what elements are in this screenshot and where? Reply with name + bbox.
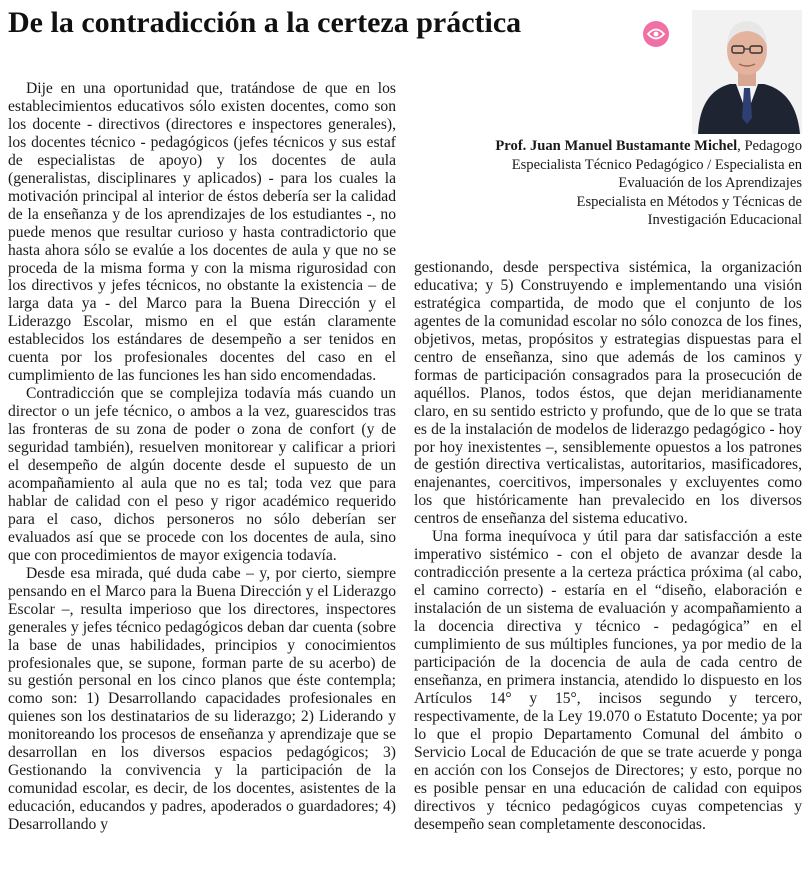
article-title: De la contradicción a la certeza práctica [8, 6, 522, 39]
paragraph: Desde esa mirada, qué duda cabe – y, por cierto, siempre pensando en el Marco para la Buena Dirección y el Liderazgo Escolar –, resulta imperioso que los directores, inspectores generales y jefes técnico pedagógicos deban dar cuenta (sobre la base de unas habilidades, principios y conocimientos profesionales que, se supone, forman parte de su acerbo) de su gestión personal en los cinco planos que éste contempla; como son: 1) Desarrollando capacidades profesionales en quienes son los destinatarios de su liderazgo; 2) Liderando y monitoreando los procesos de enseñanza y aprendizaje que se desarrollan en los diversos espacios pedagógicos; 3) Gestionando la convivencia y la participación de la comunidad escolar, es decir, de los docentes, asistentes de la educación, educandos y padres, apoderados o guardadores; 4) Desarrollando y [8, 564, 396, 834]
paragraph: Dije en una oportunidad que, tratándose de que en los establecimientos educativos sólo existen docentes, como son los docente - directivos (directores e inspectores generales), los docentes técnico - pedagógicos (jefes técnicos y sus estaf de especialistas de apoyo) y los docentes de aula (generalistas, disciplinares y aplicados) - para los cuales la motivación principal al interior de éstos debería ser la calidad de la enseñanza y de los aprendizajes de los estudiantes -, no puede menos que resultar curioso y hasta contradictorio que hasta ahora sólo se evalúe a los docentes de aula y que no se proceda de la misma forma y con la misma rigurosidad con los directivos y jefes técnicos, no obstante la existencia – de larga data ya - del Marco para la Buena Dirección y el Liderazgo Escolar, mismo en el que están claramente establecidos los estándares de desempeño a ser tenidos en cuenta por los profesionales docentes del caso en el cumplimiento de las funciones les han sido encomendadas. [8, 80, 396, 385]
author-name: Prof. Juan Manuel Bustamante Michel [495, 138, 738, 154]
column-right [414, 259, 802, 834]
paragraph: Contradicción que se complejiza todavía más cuando un director o un jefe técnico, o ambos a la vez, guarescidos tras las fronteras de su zona de poder o zona de confort (y de seguridad también), resuelven monitorear y calificar a priori el desempeño de algún docente desde el supuesto de un acompañamiento al aula que no es tal; toda vez que para hablar de calidad con el peso y rigor académico requerido para el caso, dichos personeros no sólo deberían ser evaluados así que se procede con los docentes de aula, sino que con procedimientos de mayor exigencia todavía. [8, 385, 396, 564]
column-left [8, 80, 396, 834]
paragraph: Una forma inequívoca y útil para dar satisfacción a este imperativo sistémico - con el objeto de avanzar desde la contradicción presente a la certeza práctica próxima (al cabo, el camino correcto) - estaría en el “diseño, elaboración e instalación de un sistema de evaluación y acompañamiento a la docencia directiva y técnico - pedagógica” en el cumplimiento de sus múltiples funciones, ya por medio de la participación de la docencia de aula de cada centro de enseñanza, en primera instancia, atendido lo dispuesto en los Artículos 14° y 15°, incisos segundo y tercero, respectivamente, de la Ley 19.070 o Estatuto Docente; ya por lo que el propio Departamento Comunal del ámbito o Servicio Local de Educación de que se trate acuerde y ponga en acción con los Consejos de Directores; y esto, porque no es posible pensar en una educación de calidad con equipos directivos y técnico pedagógicos cuyas competencias y desempeño sean completamente desconocidas. [414, 528, 802, 833]
view-button[interactable] [643, 21, 669, 47]
paragraph: gestionando, desde perspectiva sistémica, la organización educativa; y 5) Construyendo e implementando una visión estratégica compartida, de modo que el conjunto de los agentes de la comunidad escolar no sólo conozca de los fines, objetivos, metas, propósitos y estrategias dispuestas para el centro de enseñanza, sino que además de los caminos y formas de participación consagrados para la prosecución de aquéllos. Planos, todos éstos, que dejan meridianamente claro, en su sentido estricto y profundo, que de lo que se trata es de la instalación de modelos de liderazgo pedagógico - hoy por hoy inexistentes –, sensiblemente opuestos a los patrones de gestión directiva verticalistas, autoritarios, masificadores, enajenantes, coercitivos, impersonales y excluyentes como los que históricamente han prevalecido en los diversos centros de enseñanza del sistema educativo. [414, 259, 802, 528]
author-role: , Pedagogo [737, 138, 802, 154]
author-byline [472, 137, 802, 230]
author-role: Especialista Técnico Pedagógico / Especialista en [511, 156, 802, 173]
eye-icon [647, 28, 665, 40]
author-role: Evaluación de los Aprendizajes [618, 175, 802, 192]
author-role: Investigación Educacional [647, 212, 802, 229]
author-photo [692, 10, 802, 134]
author-role: Especialista en Métodos y Técnicas de [576, 193, 802, 210]
